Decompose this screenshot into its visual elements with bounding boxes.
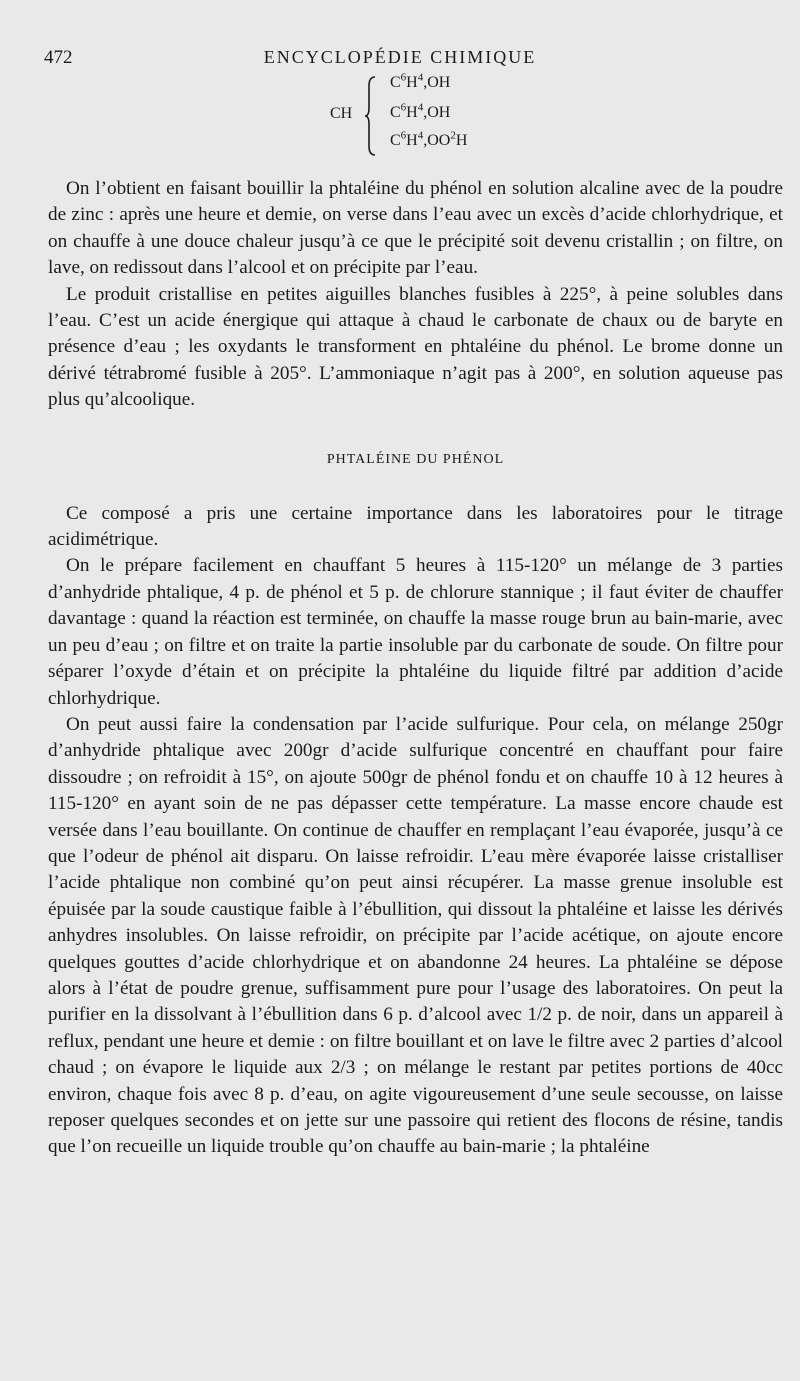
paragraph: On peut aussi faire la condensation par l’acide sulfurique. Pour cela, on mélange 250gr d’anhydride phtalique avec 200gr d’acide sulfurique concentré en chauffant pour faire dissoudre ; on refroidit à 15°, on ajoute 500gr de phénol fondu et on chauffe 10 à 12 heures à 115-120° en ayant soin de ne pas dépasser cette température. La masse encore chaude est versée dans l’eau bouillante. On continue de chauffer en remplaçant l’eau évaporée, jusqu’à ce que l’odeur de phénol ait disparu. On laisse refroidir. L’eau mère évaporée laisse cristalliser l’acide phtalique non combiné qu’on peut ainsi récupérer. La masse grenue insoluble est épuisée par la soude caustique faible à l’ébullition, qui dissout la phtaléine et laisse les dérivés anhydres insolubles. On laisse refroidir, on précipite par l’acide acétique, on ajoute encore quelques gouttes d’acide chlorhydrique et on abandonne 24 heures. La phtaléine se dépose alors à l’état de poudre grenue, suffisamment pure pour l’usage des laboratoires. On peut la purifier en la dissolvant à l’ébullition dans 6 p. d’alcool avec 1/2 p. de noir, dans un appareil à reflux, pendant une heure et demie : on filtre bouillant et on lave le filtre avec 2 parties d’alcool chaud ; on évapore le liquide aux 2/3 ; on mélange le restant par petites portions de 40cc environ, chaque fois avec 8 p. d’eau, on agite vigoureusement d’une seule secousse, on laisse reposer quelques secondes et on jette sur une passoire qui retient des flocons de résine, tandis que l’on recueille un liquide trouble qu’on chauffe au bain-marie ; la phtaléine bbox=[48, 713, 783, 1158]
formula-line: $C^6H^4,OO^2H$ bbox=[390, 129, 468, 149]
paragraph: On l’obtient en faisant bouillir la phtaléine du phénol en solution alcaline avec de la poudre de zinc : après une heure et demie, on verse dans l’eau avec un excès d’acide chlorhydrique, et on chauffe à une douce chaleur jusqu’à ce que le précipité soit devenu cristallin ; on filtre, on lave, on redissout dans l’alcool et on précipite par l’eau. bbox=[48, 178, 783, 279]
section-title: PHTALÉINE DU PHÉNOL bbox=[326, 451, 505, 467]
paragraph: Le produit cristallise en petites aiguilles blanches fusibles à 225°, à peine solubles dans l’eau. C’est un acide énergique qui attaque à chaud le carbonate de chaux ou de baryte en présence d’eau ; les oxydants le transforment en phtaléine du phénol. Le brome donne un dérivé tétrabromé fusible à 205°. L’ammoniaque n’agit pas à 200°, en solution aqueuse pas plus qu’alcoolique. bbox=[48, 283, 783, 411]
formula-line: $C^6H^4,OH$ bbox=[390, 71, 451, 91]
formula-radical: CH bbox=[330, 105, 353, 122]
paragraph: On le prépare facilement en chauffant 5 heures à 115-120° un mélange de 3 parties d’anhydride phtalique, 4 p. de phénol et 5 p. de chlorure stannique ; il faut éviter de chauffer davantage : quand la réaction est terminée, on chauffe la masse rouge brun au bain-marie, avec un peu d’eau ; on filtre et on traite la partie insoluble par du carbonate de soude. On filtre pour séparer l’oxyde d’étain et on précipite la phtaléine du liquide filtré par addition d’acide chlorhydrique. bbox=[48, 555, 783, 709]
body-text bbox=[48, 176, 783, 1161]
page-number: 472 bbox=[44, 47, 73, 68]
paragraph: Ce composé a pris une certaine importance dans les laboratoires pour le titrage acidimétrique. bbox=[48, 502, 783, 551]
formula-brace bbox=[365, 76, 377, 156]
chemical-formula bbox=[330, 72, 530, 162]
running-head: ENCYCLOPÉDIE CHIMIQUE bbox=[263, 47, 537, 67]
formula-line: $C^6H^4,OH$ bbox=[390, 101, 451, 121]
